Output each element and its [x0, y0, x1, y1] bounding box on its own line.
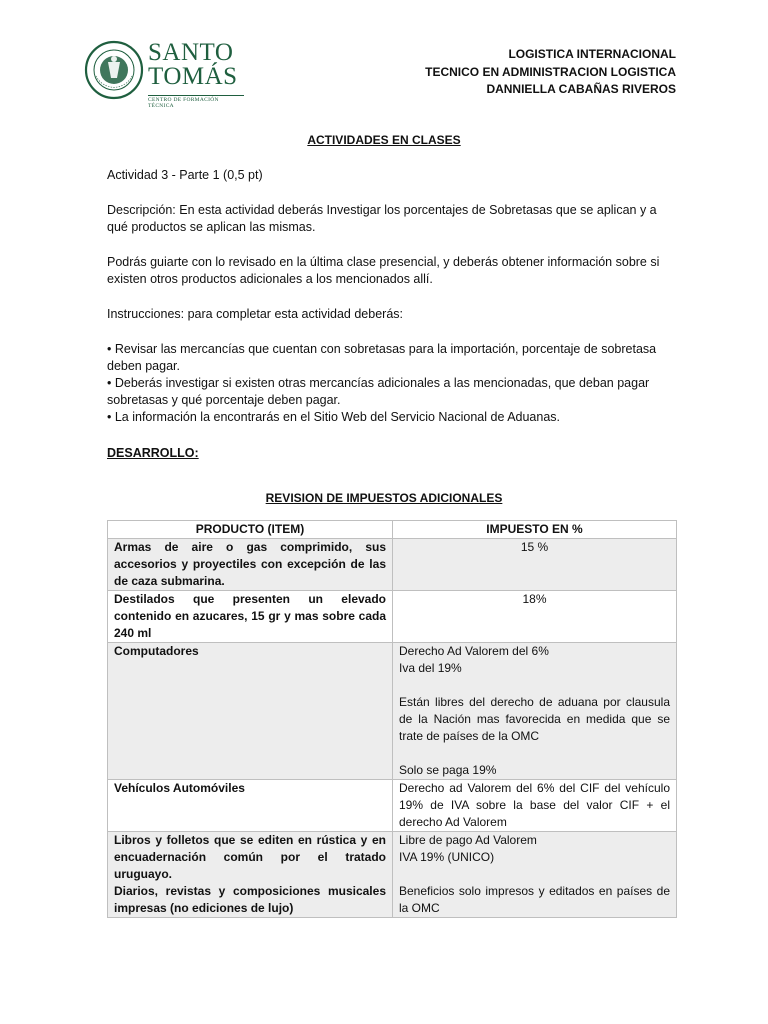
table-title: REVISION DE IMPUESTOS ADICIONALES	[265, 491, 503, 505]
tax-text: IVA 19% (UNICO)	[399, 850, 495, 864]
santo-tomas-logo	[84, 39, 244, 109]
tax-text: Beneficios solo impresos y editados en países de la OMC	[399, 884, 670, 915]
tax-cell	[393, 832, 677, 918]
list-item: • Deberás investigar si existen otras mercancías adicionales a las mencionadas, que deban pagar sobretasas y qué porcentaje deben pagar.	[107, 376, 650, 407]
product-text: Computadores	[114, 644, 199, 658]
tax-text: Derecho Ad Valorem del 6%	[399, 644, 549, 658]
product-cell	[108, 780, 393, 832]
product-text: Armas de aire o gas comprimido, sus accesorios y proyectiles con excepción de las de caza submarina.	[114, 540, 386, 588]
tax-text	[399, 866, 670, 883]
activity-label: Actividad 3 - Parte 1 (0,5 pt)	[107, 168, 263, 182]
product-cell	[108, 539, 393, 591]
tax-text: Están libres del derecho de aduana por clausula de la Nación mas favorecida en medida que se trate de países de la OMC	[399, 695, 670, 743]
tax-text: 18%	[522, 592, 547, 606]
student-name: DANNIELLA CABAÑAS RIVEROS	[486, 82, 676, 96]
table-row	[108, 539, 677, 591]
brand-name-line2: TOMÁS	[148, 63, 238, 90]
instructions-intro: Instrucciones: para completar esta actividad deberás:	[107, 307, 403, 321]
list-item: • La información la encontrarás en el Sitio Web del Servicio Nacional de Aduanas.	[107, 410, 561, 424]
brand-name-line1: SANTO	[148, 39, 234, 66]
tax-cell	[393, 539, 677, 591]
program-name: TECNICO EN ADMINISTRACION LOGISTICA	[425, 64, 676, 79]
tax-text	[399, 745, 670, 762]
document-header	[425, 46, 676, 99]
product-text: Destilados que presenten un elevado contenido en azucares, 15 gr y mas sobre cada 240 ml	[114, 592, 386, 640]
product-text: Diarios, revistas y composiciones musicales impresas (no ediciones de lujo)	[114, 884, 386, 915]
tax-text: 15 %	[520, 540, 549, 554]
section-heading-desarrollo: DESARROLLO:	[107, 446, 199, 460]
tax-table	[107, 520, 677, 918]
tax-cell	[393, 643, 677, 780]
tax-text	[399, 677, 670, 694]
product-cell	[108, 591, 393, 643]
table-row	[108, 780, 677, 832]
tax-text: Derecho ad Valorem del 6% del CIF del vehículo 19% de IVA sobre la base del valor CIF + el derecho Ad Valorem	[399, 781, 670, 829]
page-title: ACTIVIDADES EN CLASES	[307, 133, 461, 147]
product-cell	[108, 832, 393, 918]
product-text: Libros y folletos que se editen en rústica y en encuadernación común por el tratado uruguayo.	[114, 833, 386, 881]
tax-cell	[393, 780, 677, 832]
table-row	[108, 832, 677, 918]
table-row	[108, 591, 677, 643]
product-cell	[108, 643, 393, 780]
table-header-row	[108, 521, 677, 539]
guide-paragraph: Podrás guiarte con lo revisado en la última clase presencial, y deberás obtener información sobre si existen otros productos adicionales a los mencionados allí.	[107, 255, 660, 286]
list-item: • Revisar las mercancías que cuentan con sobretasas para la importación, porcentaje de sobretasa deben pagar.	[107, 342, 657, 373]
brand-tagline: CENTRO DE FORMACIÓN TÉCNICA	[148, 95, 244, 109]
column-header-product: PRODUCTO (ITEM)	[108, 521, 393, 539]
santo-tomas-seal-icon	[84, 40, 144, 100]
course-name: LOGISTICA INTERNACIONAL	[508, 47, 676, 61]
product-text: Vehículos Automóviles	[114, 781, 245, 795]
tax-text: Iva del 19%	[399, 661, 462, 675]
table-row	[108, 643, 677, 780]
tax-text: Libre de pago Ad Valorem	[399, 833, 537, 847]
column-header-tax: IMPUESTO EN %	[393, 521, 677, 539]
description-paragraph: Descripción: En esta actividad deberás Investigar los porcentajes de Sobretasas que se aplican y a qué productos se aplican las mismas.	[107, 203, 657, 234]
tax-text: Solo se paga 19%	[399, 763, 497, 777]
tax-cell	[393, 591, 677, 643]
bullet-list	[107, 341, 667, 426]
